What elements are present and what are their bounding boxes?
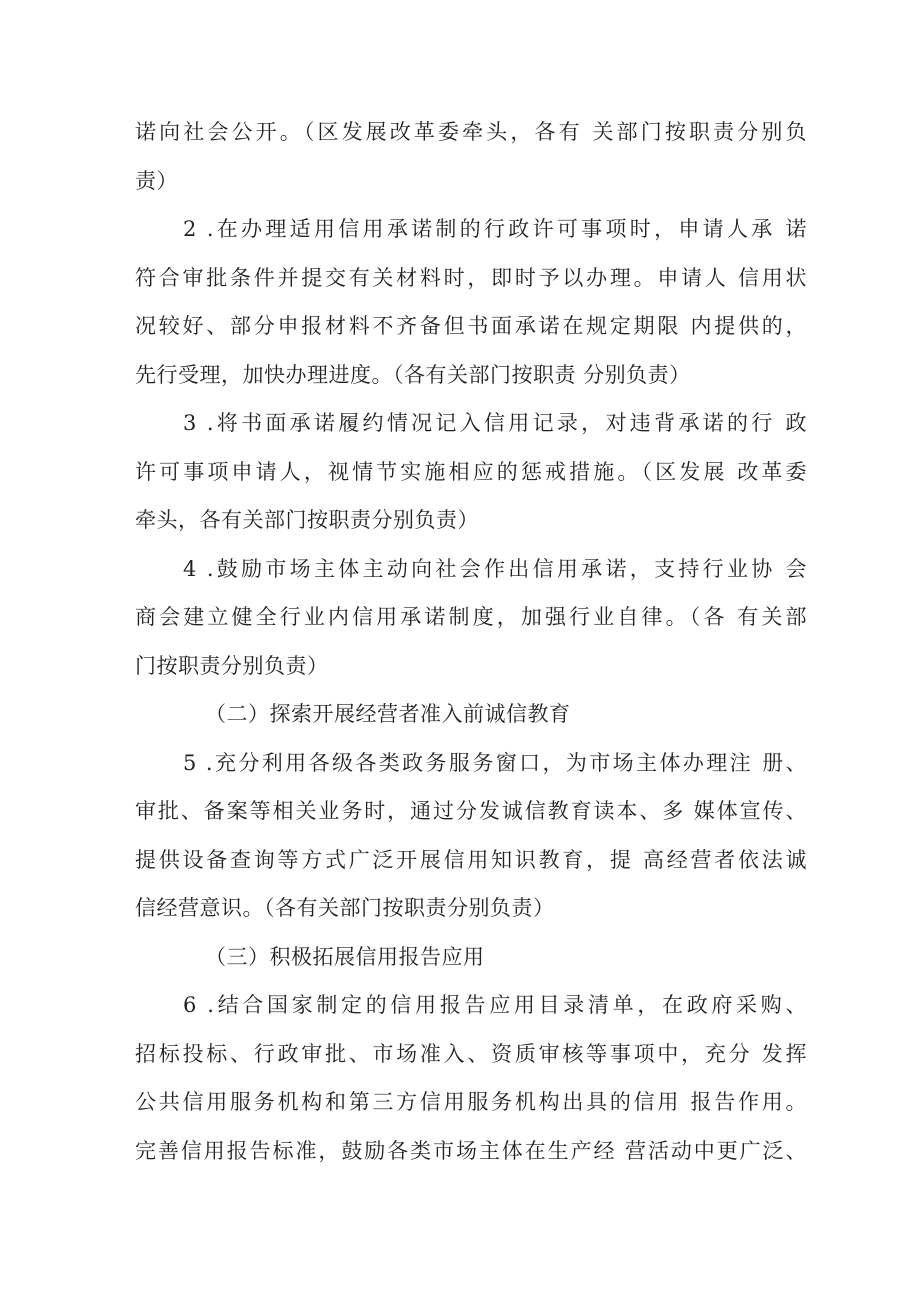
paragraph-item-4 [135,545,807,691]
section-heading-3: （三）积极拓展信用报告应用 [205,944,485,969]
text-line: 先行受理，加快办理进度。（各有关部门按职责 分别负责） [135,362,691,387]
text-line: 诺向社会公开。（区发展改革委牵头，各有 关部门按职责分别负 [135,120,807,144]
paragraph-item-5 [135,739,807,933]
text-line: 提供设备查询等方式广泛开展信用知识教育，提 高经营者依法诚 [135,847,807,872]
text-line: 符合审批条件并提交有关材料时，即时予以办理。申请人 信用状 [135,265,807,290]
text-line: 商会建立健全行业内信用承诺制度，加强行业自律。（各 有关部 [135,605,807,629]
paragraph-item-6 [135,981,807,1175]
text-line: 况较好、部分申报材料不齐备但书面承诺在规定期限 内提供的， [135,314,807,338]
text-line: 牵头，各有关部门按职责分别负责） [135,508,479,532]
text-line: 信经营意识。（各有关部门按职责分别负责） [135,896,555,920]
section-heading-2: （二）探索开展经营者准入前诚信教育 [205,702,571,726]
text-line: 审批、备案等相关业务时，通过分发诚信教育读本、多 媒体宣传、 [135,799,807,823]
document-body [135,108,807,1175]
text-line: 4 .鼓励市场主体主动向社会作出信用承诺，支持行业协 会 [183,556,807,581]
text-line: 许可事项申请人，视情节实施相应的惩戒措施。（区发展 改革委 [135,459,807,484]
text-line: 6 .结合国家制定的信用报告应用目录清单，在政府采购、 [183,993,807,1017]
text-line: 门按职责分别负责） [135,653,329,678]
paragraph-item-3 [135,399,807,545]
text-line: 3 .将书面承诺履约情况记入信用记录，对违背承诺的行 政 [183,411,807,435]
paragraph-item-2 [135,205,807,399]
text-line: 责） [135,168,178,193]
text-line: 招标投标、行政审批、市场准入、资质审核等事项中，充分 发挥 [135,1041,807,1066]
text-line: 5 .充分利用各级各类政务服务窗口，为市场主体办理注 册、 [183,750,807,775]
paragraph-continuation [135,108,807,205]
text-line: 完善信用报告标准，鼓励各类市场主体在生产经 营活动中更广泛、 [135,1138,807,1163]
text-line: 2 .在办理适用信用承诺制的行政许可事项时，申请人承 诺 [183,217,807,241]
text-line: 公共信用服务机构和第三方信用服务机构出具的信用 报告作用。 [135,1090,807,1114]
